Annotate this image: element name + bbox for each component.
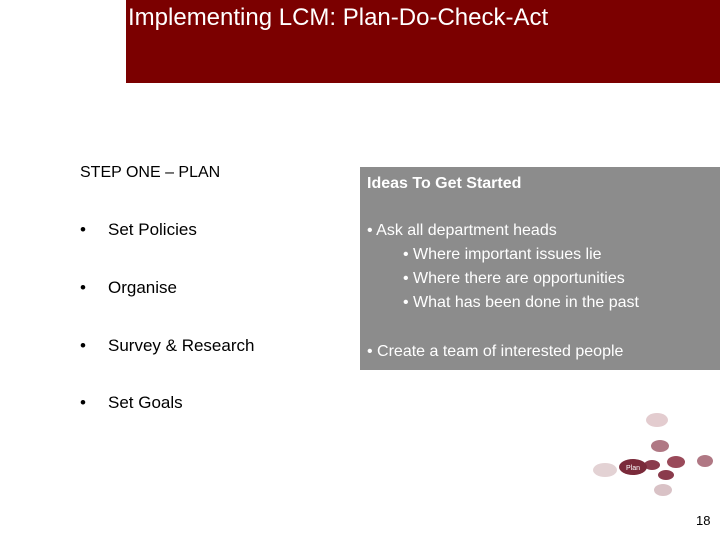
ideas-main-point: • Ask all department heads — [367, 222, 557, 239]
graphic-dot — [654, 484, 672, 496]
graphic-dot — [667, 456, 685, 468]
ideas-sub-point: • Where important issues lie — [403, 246, 602, 263]
plan-label: Plan — [625, 465, 641, 472]
graphic-dot — [658, 470, 674, 480]
page-number: 18 — [696, 513, 711, 528]
slide-title: Implementing LCM: Plan-Do-Check-Act — [128, 4, 549, 31]
ideas-sub-point: • Where there are opportunities — [403, 270, 625, 287]
ideas-main-point: • Create a team of interested people — [367, 343, 624, 360]
graphic-dot — [697, 455, 713, 467]
ideas-heading: Ideas To Get Started — [367, 175, 522, 192]
pdca-cycle-icon — [590, 408, 720, 508]
list-item: • Set Policies — [80, 220, 197, 239]
graphic-dot — [651, 440, 669, 452]
list-item: • Survey & Research — [80, 336, 255, 355]
step-heading: STEP ONE – PLAN — [80, 164, 221, 181]
graphic-dot — [646, 413, 668, 427]
ideas-box — [360, 167, 720, 370]
graphic-dot — [593, 463, 617, 477]
list-item: • Organise — [80, 278, 177, 297]
ideas-sub-point: • What has been done in the past — [403, 294, 639, 311]
list-item: • Set Goals — [80, 393, 183, 412]
